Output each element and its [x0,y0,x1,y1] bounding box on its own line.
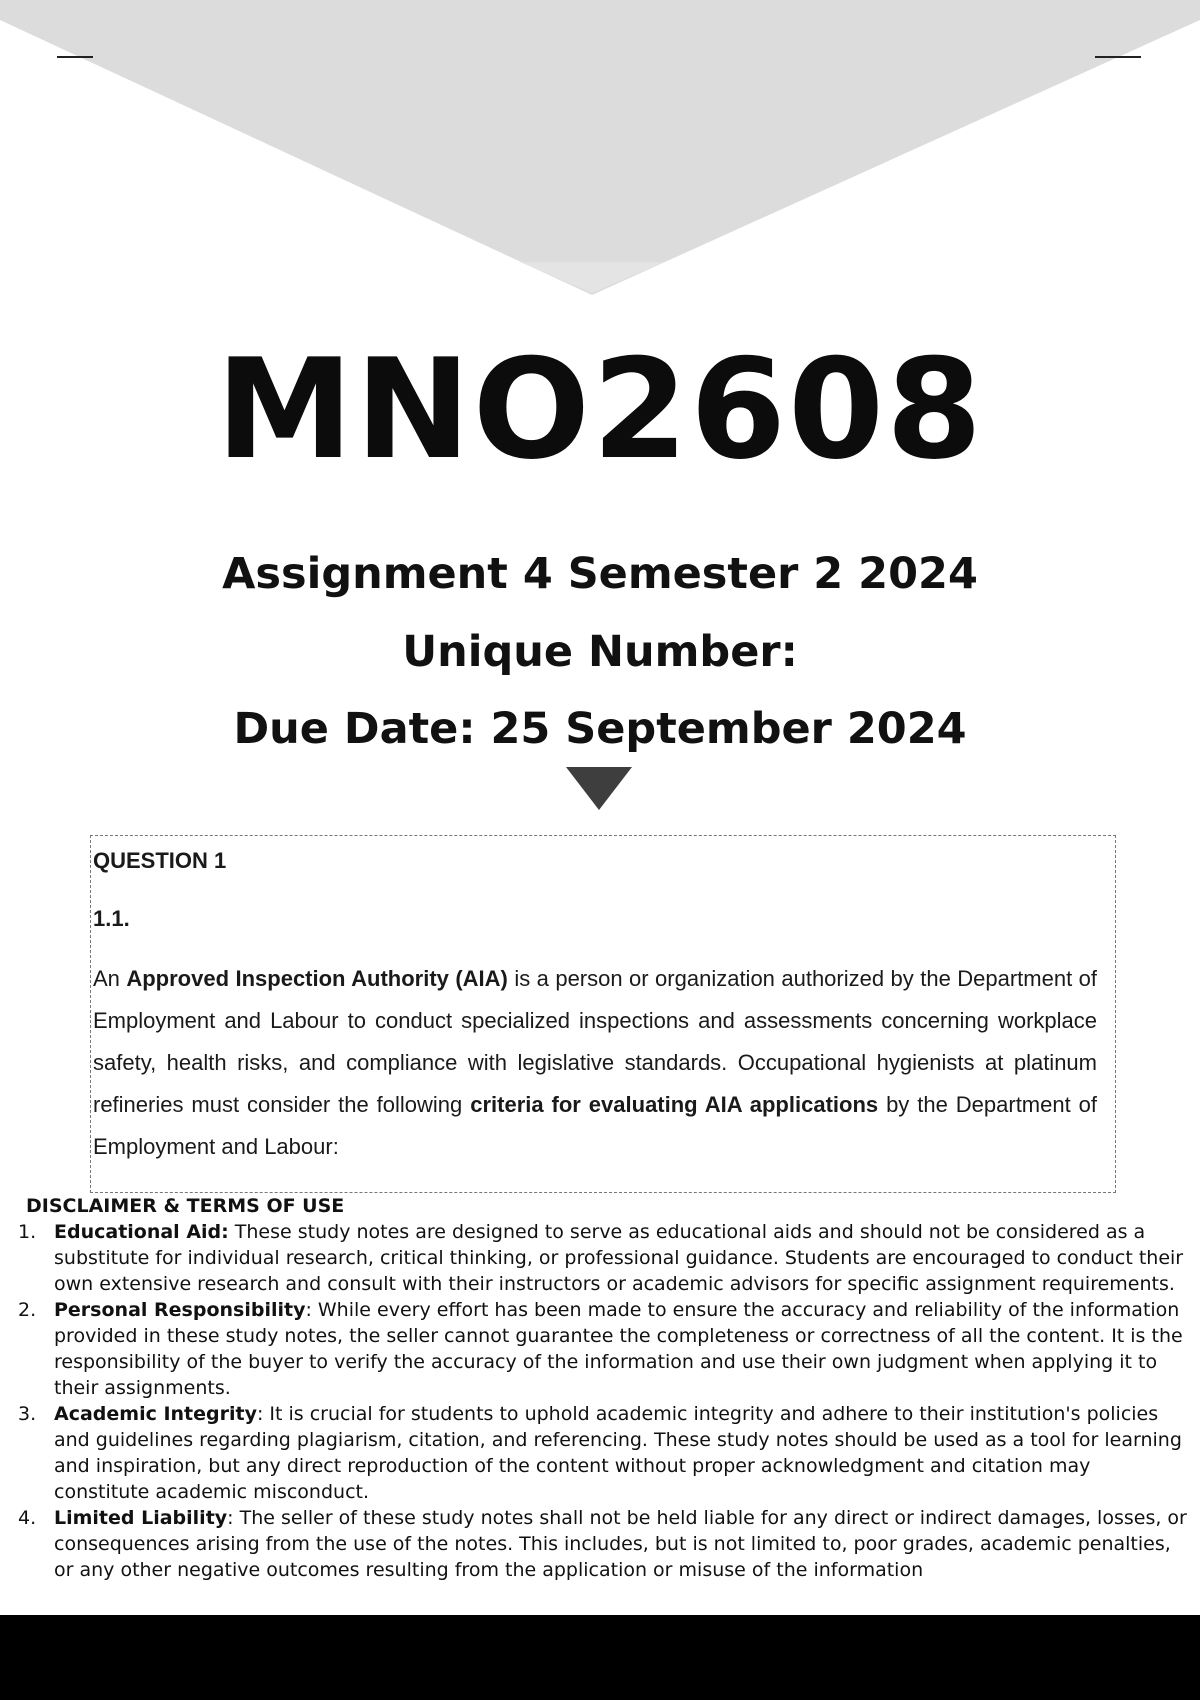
banner-chevron-shape [0,0,1200,295]
down-arrow-icon [566,767,632,810]
disclaimer-item-label: Personal Responsibility [54,1299,306,1321]
banner-inner-chevron [520,262,664,293]
question-number: 1.1. [93,906,130,931]
due-date-subtitle: Due Date: 25 September 2024 [233,704,967,754]
disclaimer-item [18,1401,1190,1505]
course-code-title: MNO2608 [215,329,985,490]
question-paragraph [93,958,1097,1168]
disclaimer-list [18,1219,1190,1583]
question-excerpt-box [90,835,1116,1193]
disclaimer-item-number: 2. [18,1299,37,1321]
unique-number-subtitle: Unique Number: [402,627,798,677]
disclaimer-section [18,1193,1190,1583]
disclaimer-item [18,1297,1190,1401]
disclaimer-item-number: 1. [18,1221,37,1243]
footer-black-bar [0,1615,1200,1700]
question-text-part: An [93,966,127,991]
disclaimer-item-number: 4. [18,1507,37,1529]
disclaimer-item-label: Limited Liability [54,1507,228,1529]
question-bold-term: Approved Inspection Authority (AIA) [126,966,508,991]
question-bold-term: criteria for evaluating AIA applications [470,1092,879,1117]
disclaimer-item-text: These study notes are designed to serve as educational aids and should not be considered as a substitute for individual research, critical thinking, or professional guidance. Students are encouraged to conduct their own extensive research and consult with their instructors or academic advisors for specific assignment requirements. [54,1221,1184,1295]
disclaimer-item-text: : The seller of these study notes shall not be held liable for any direct or indirect damages, losses, or consequences arising from the use of the notes. This includes, but is not limited to, poor grades, academic penalties, or any other negative outcomes resulting from the application or misuse of the information [54,1507,1187,1581]
assignment-subtitle: Assignment 4 Semester 2 2024 [222,549,978,599]
disclaimer-item-text: : It is crucial for students to uphold academic integrity and adhere to their institution's policies and guidelines regarding plagiarism, citation, and referencing. These study notes should be used as a tool for learning and inspiration, but any direct reproduction of the content without proper acknowledgment and citation may constitute academic misconduct. [54,1403,1182,1503]
disclaimer-item-label: Academic Integrity [54,1403,257,1425]
disclaimer-item [18,1505,1190,1583]
disclaimer-item-number: 3. [18,1403,37,1425]
disclaimer-title: DISCLAIMER & TERMS OF USE [26,1195,345,1217]
header-banner-graphic [0,0,1200,300]
question-text-part: is a person or organization authorized by the Department of Employment and Labour to conduct specialized inspections and assessments concerning workplace safety, health risks, and compliance with legislative standards. Occupational hygienists at platinum refineries must consider the following [93,966,1097,1117]
disclaimer-item-text: : While every effort has been made to ensure the accuracy and reliability of the information provided in these study notes, the seller cannot guarantee the completeness or correctness of all the content. It is the responsibility of the buyer to verify the accuracy of the information and use their own judgment when applying it to their assignments. [54,1299,1183,1399]
question-heading: QUESTION 1 [93,848,227,873]
disclaimer-item [18,1219,1190,1297]
question-text-part: by the Department of Employment and Labour: [93,1092,1098,1159]
disclaimer-item-label: Educational Aid: [54,1221,229,1243]
